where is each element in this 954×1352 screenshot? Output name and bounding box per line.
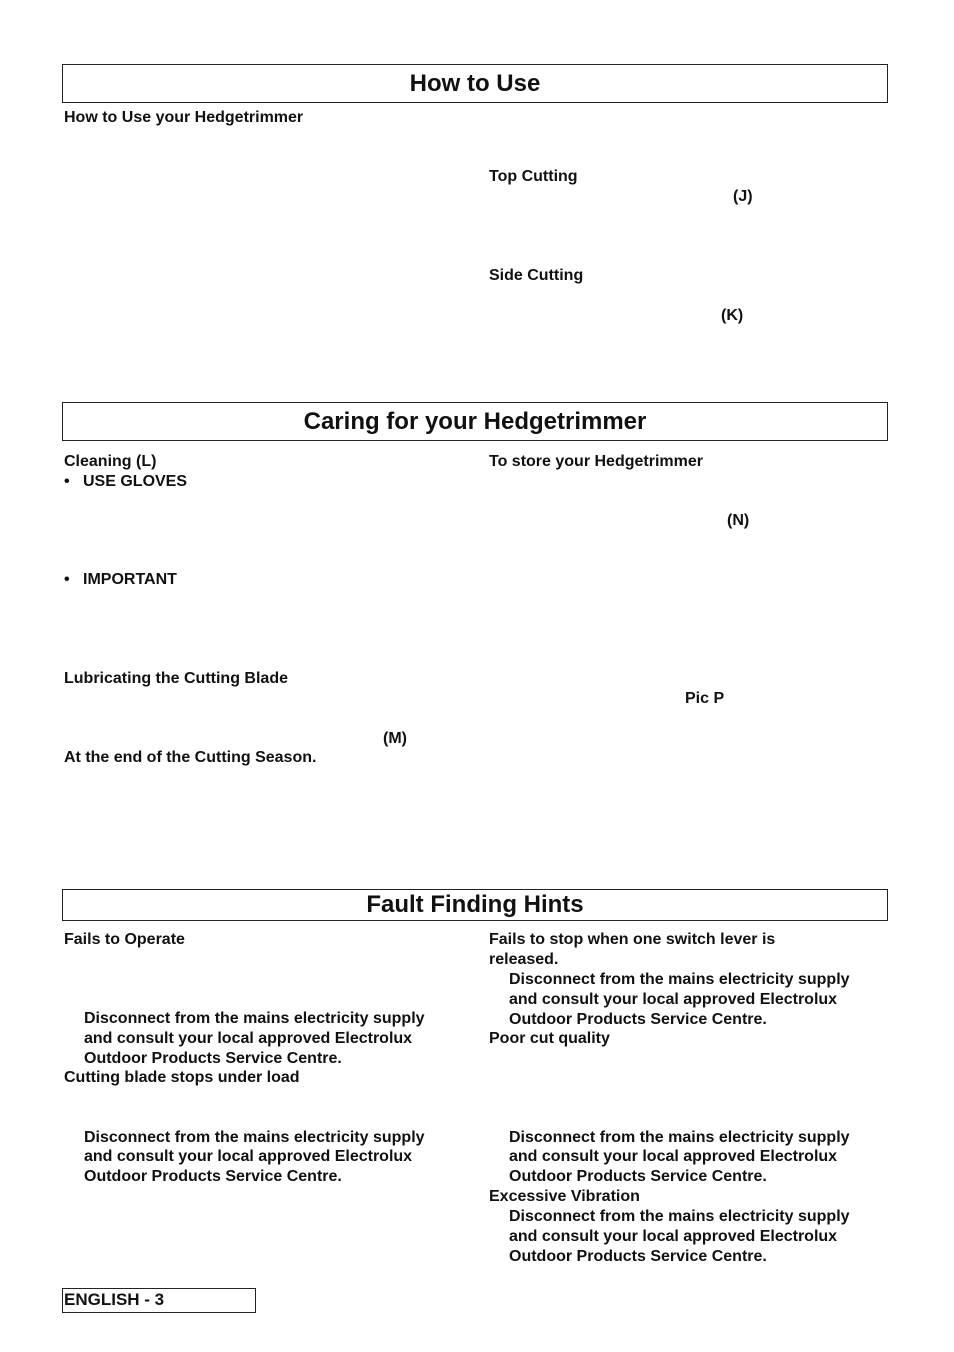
important-text: IMPORTANT [83,571,177,588]
fault-finding-title: Fault Finding Hints [366,891,584,918]
top-cutting-heading: Top Cutting [489,168,578,185]
advice-2-line-1: Disconnect from the mains electricity supply [84,1129,425,1146]
fails-to-operate-heading: Fails to Operate [64,931,185,948]
side-cutting-heading: Side Cutting [489,267,584,284]
advice-2-line-2: and consult your local approved Electrolux [84,1148,413,1165]
poor-cut-heading: Poor cut quality [489,1030,610,1047]
advice-3-line-3: Outdoor Products Service Centre. [509,1011,767,1028]
how-to-use-subheading: How to Use your Hedgetrimmer [64,109,304,126]
advice-1-line-1: Disconnect from the mains electricity supply [84,1010,425,1027]
excessive-vibration-heading: Excessive Vibration [489,1188,640,1205]
advice-5-line-1: Disconnect from the mains electricity supply [509,1208,850,1225]
advice-4-line-2: and consult your local approved Electrolux [509,1148,838,1165]
advice-4-line-1: Disconnect from the mains electricity supply [509,1129,850,1146]
advice-3-line-2: and consult your local approved Electrolux [509,991,838,1008]
ref-k: (K) [721,307,744,324]
page-number-label: ENGLISH - 3 [64,1290,165,1309]
advice-5-line-3: Outdoor Products Service Centre. [509,1248,767,1265]
caring-title: Caring for your Hedgetrimmer [303,407,647,435]
cleaning-heading: Cleaning (L) [64,453,157,470]
caring-header [62,402,888,441]
advice-1-line-2: and consult your local approved Electrolux [84,1030,413,1047]
fails-to-stop-heading-line-1: Fails to stop when one switch lever is [489,931,776,948]
end-of-season-heading: At the end of the Cutting Season. [64,749,317,766]
page-footer [62,1288,256,1313]
advice-1-line-3: Outdoor Products Service Centre. [84,1050,342,1067]
lubricating-heading: Lubricating the Cutting Blade [64,670,288,687]
pic-p-ref: Pic P [685,690,725,707]
fault-finding-header [62,889,888,921]
to-store-heading: To store your Hedgetrimmer [489,453,703,470]
advice-2-line-3: Outdoor Products Service Centre. [84,1168,342,1185]
advice-4-line-3: Outdoor Products Service Centre. [509,1168,767,1185]
ref-j: (J) [733,188,753,205]
use-gloves-text: USE GLOVES [83,473,188,490]
advice-3-line-1: Disconnect from the mains electricity supply [509,971,850,988]
how-to-use-header [62,64,888,103]
blade-stops-heading: Cutting blade stops under load [64,1069,300,1086]
important-bullet [64,570,177,590]
ref-n: (N) [727,512,750,529]
advice-5-line-2: and consult your local approved Electrolux [509,1228,838,1245]
fails-to-stop-heading-line-2: released. [489,951,559,968]
ref-m: (M) [383,730,407,747]
use-gloves-bullet [64,472,187,492]
how-to-use-title: How to Use [409,69,541,97]
